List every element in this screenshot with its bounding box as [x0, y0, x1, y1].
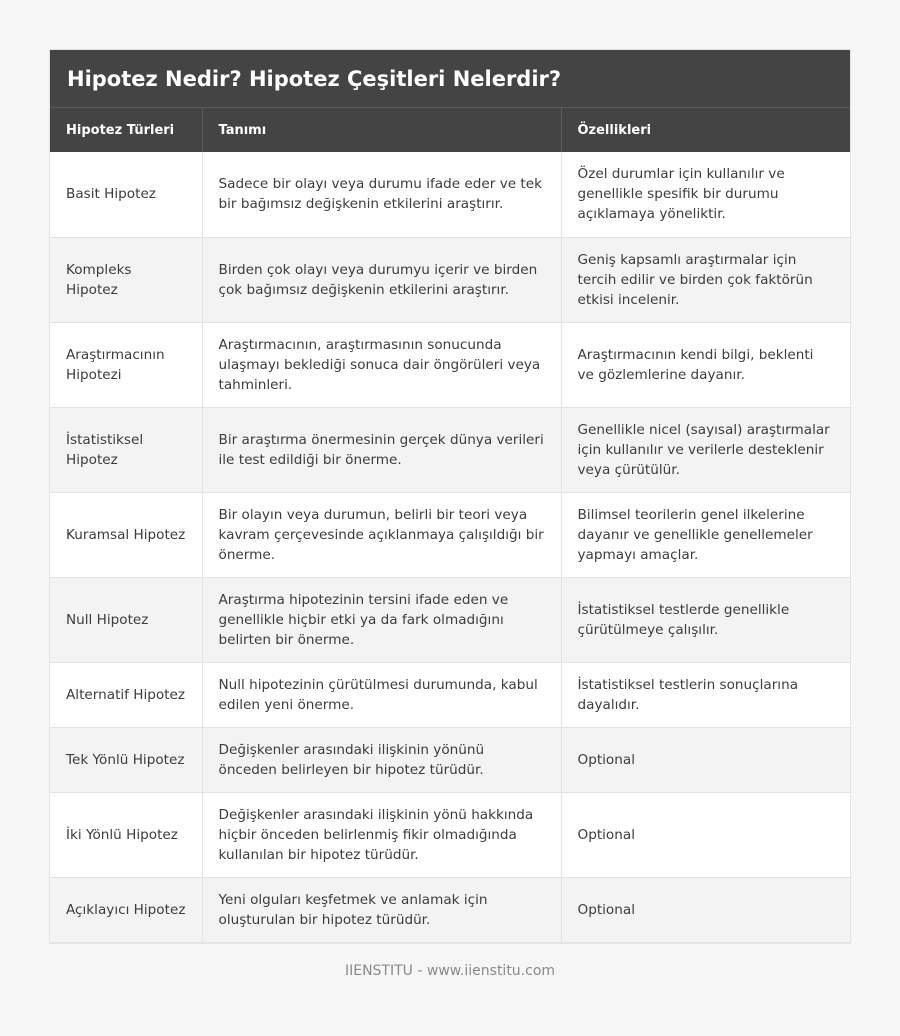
page-title: Hipotez Nedir? Hipotez Çeşitleri Nelerdir? — [67, 66, 562, 91]
cell-type: Tek Yönlü Hipotez — [50, 727, 202, 792]
cell-features: Optional — [561, 727, 850, 792]
table-header-row — [50, 108, 850, 152]
table-row — [50, 792, 850, 877]
cell-type: Basit Hipotez — [50, 152, 202, 237]
cell-type: Araştırmacının Hipotezi — [50, 322, 202, 407]
cell-definition: Birden çok olayı veya durumyu içerir ve birden çok bağımsız değişkenin etkilerini araştırır. — [202, 237, 561, 322]
table-row — [50, 662, 850, 727]
column-header-definition: Tanımı — [202, 108, 561, 152]
cell-definition: Yeni olguları keşfetmek ve anlamak için oluşturulan bir hipotez türüdür. — [202, 877, 561, 942]
column-header-type: Hipotez Türleri — [50, 108, 202, 152]
cell-features: Optional — [561, 792, 850, 877]
cell-features: Bilimsel teorilerin genel ilkelerine dayanır ve genellikle genellemeler yapmayı amaçlar. — [561, 492, 850, 577]
table-row — [50, 877, 850, 942]
cell-definition: Bir araştırma önermesinin gerçek dünya verileri ile test edildiği bir önerme. — [202, 407, 561, 492]
cell-features: Genellikle nicel (sayısal) araştırmalar için kullanılır ve verilerle desteklenir veya çürütülür. — [561, 407, 850, 492]
cell-type: Açıklayıcı Hipotez — [50, 877, 202, 942]
cell-features: İstatistiksel testlerin sonuçlarına dayalıdır. — [561, 662, 850, 727]
cell-definition: Bir olayın veya durumun, belirli bir teori veya kavram çerçevesinde açıklanmaya çalışıldığı bir önerme. — [202, 492, 561, 577]
cell-type: Null Hipotez — [50, 577, 202, 662]
table-row — [50, 407, 850, 492]
cell-definition: Değişkenler arasındaki ilişkinin yönünü önceden belirleyen bir hipotez türüdür. — [202, 727, 561, 792]
title-bar — [50, 50, 850, 108]
hypothesis-table-card — [50, 50, 850, 943]
table-row — [50, 322, 850, 407]
cell-type: Kompleks Hipotez — [50, 237, 202, 322]
cell-definition: Araştırmacının, araştırmasının sonucunda ulaşmayı beklediği sonuca dair öngörüleri veya tahminleri. — [202, 322, 561, 407]
table-row — [50, 492, 850, 577]
cell-type: Kuramsal Hipotez — [50, 492, 202, 577]
cell-definition: Null hipotezinin çürütülmesi durumunda, kabul edilen yeni önerme. — [202, 662, 561, 727]
cell-definition: Değişkenler arasındaki ilişkinin yönü hakkında hiçbir önceden belirlenmiş fikir olmadığında kullanılan bir hipotez türüdür. — [202, 792, 561, 877]
cell-definition: Sadece bir olayı veya durumu ifade eder ve tek bir bağımsız değişkenin etkilerini araştırır. — [202, 152, 561, 237]
cell-features: Araştırmacının kendi bilgi, beklenti ve gözlemlerine dayanır. — [561, 322, 850, 407]
table-row — [50, 727, 850, 792]
cell-definition: Araştırma hipotezinin tersini ifade eden ve genellikle hiçbir etki ya da fark olmadığını belirten bir önerme. — [202, 577, 561, 662]
hypothesis-table — [50, 108, 850, 943]
table-row — [50, 237, 850, 322]
cell-features: Özel durumlar için kullanılır ve genellikle spesifik bir durumu açıklamaya yöneliktir. — [561, 152, 850, 237]
table-row — [50, 152, 850, 237]
cell-type: İki Yönlü Hipotez — [50, 792, 202, 877]
cell-features: Geniş kapsamlı araştırmalar için tercih edilir ve birden çok faktörün etkisi incelenir. — [561, 237, 850, 322]
footer-credit: IIENSTITU - www.iienstitu.com — [344, 963, 556, 979]
cell-features: Optional — [561, 877, 850, 942]
cell-type: Alternatif Hipotez — [50, 662, 202, 727]
cell-type: İstatistiksel Hipotez — [50, 407, 202, 492]
column-header-features: Özellikleri — [561, 108, 850, 152]
table-row — [50, 577, 850, 662]
cell-features: İstatistiksel testlerde genellikle çürütülmeye çalışılır. — [561, 577, 850, 662]
